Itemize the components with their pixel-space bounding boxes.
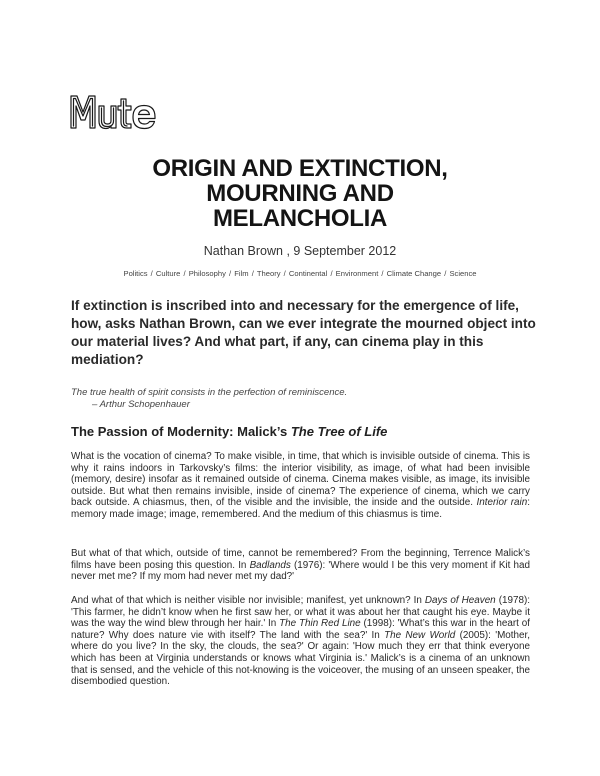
tag-link[interactable]: Climate Change bbox=[386, 269, 442, 278]
tag-link[interactable]: Film bbox=[234, 269, 249, 278]
tag-separator: / bbox=[379, 269, 386, 278]
title-line-3: MELANCHOLIA bbox=[212, 205, 388, 232]
section-heading-text: The Passion of Modernity: Malick’s bbox=[71, 424, 291, 439]
tag-link[interactable]: Continental bbox=[288, 269, 328, 278]
tag-link[interactable]: Philosophy bbox=[188, 269, 226, 278]
text: (1976): 'Where would I be this very moment if Kit had never met me? If my mom had never met my dad?' bbox=[71, 559, 530, 583]
film-title: The New World bbox=[384, 629, 456, 641]
epigraph-text: The true health of spirit consists in the perfection of reminiscence. bbox=[71, 387, 348, 398]
text: : memory made image; image, remembered. And the medium of this chiasmus is time. bbox=[71, 497, 530, 520]
tag-separator: / bbox=[249, 269, 256, 278]
publish-date: 9 September 2012 bbox=[293, 244, 397, 258]
film-title: Badlands bbox=[249, 559, 291, 571]
byline: Nathan Brown , 9 September 2012 bbox=[203, 244, 397, 258]
article-title bbox=[0, 156, 600, 231]
standfirst: If extinction is inscribed into and necessary for the emergence of life, how, asks Nathan Brown, can we ever integrate the mourned object into our material lives? And what part, if any, can cinema play in this mediation? bbox=[71, 298, 536, 367]
epigraph bbox=[71, 387, 541, 411]
epigraph-attribution: – Arthur Schopenhauer bbox=[92, 399, 190, 410]
tag-separator: / bbox=[148, 269, 155, 278]
tag-link[interactable]: Culture bbox=[155, 269, 181, 278]
section-heading-film: The Tree of Life bbox=[290, 424, 388, 439]
tag-separator: / bbox=[181, 269, 188, 278]
film-title: The Thin Red Line bbox=[279, 618, 361, 630]
tag-separator: / bbox=[281, 269, 288, 278]
mute-logo[interactable] bbox=[69, 92, 173, 130]
text: What is the vocation of cinema? To make visible, in time, that which is invisible outside of cinema. This is why it rains indoors in Tarkovsky’s films: the interior visibility, as image, of what had been invisible (memory, desire) insofar as it remained outside of cinema. Cinema makes visible, as image, its invisible outside. But what then remains invisible, inside of cinema? The experience of cinema, which we carry back outside. A chiasmus, then, of the visible and the invisible, the inside and the outside. bbox=[71, 451, 530, 509]
tag-link[interactable]: Science bbox=[449, 269, 477, 278]
text: But what of that which, outside of time, cannot be remembered? From the beginning, Terrence Malick’s films have been posing this question. In bbox=[71, 548, 530, 571]
tag-link[interactable]: Theory bbox=[256, 269, 281, 278]
text: And what of that which is neither visible nor invisible; manifest, yet unknown? In bbox=[71, 595, 425, 606]
tag-separator: / bbox=[226, 269, 234, 278]
body-paragraph-2 bbox=[71, 548, 530, 583]
film-title: Days of Heaven bbox=[424, 595, 496, 606]
body-paragraph-3 bbox=[71, 595, 530, 688]
tag-link[interactable]: Environment bbox=[335, 269, 379, 278]
emphasis: Interior rain bbox=[476, 497, 528, 509]
text: (1998): 'What’s this war in the heart of nature? Why does nature vie with itself? The land with the sea?' In bbox=[71, 618, 530, 641]
tag-separator: / bbox=[442, 269, 449, 278]
author-link[interactable]: Nathan Brown bbox=[203, 244, 283, 258]
tag-list bbox=[0, 269, 600, 278]
tag-link[interactable]: Politics bbox=[123, 269, 148, 278]
title-line-2: MOURNING AND bbox=[206, 180, 394, 207]
text: (1978): 'This farmer, he didn’t know when he first saw her, or what it was about her that caught his eye. Maybe it was the way the wind blew through her hair.' In bbox=[71, 595, 530, 630]
title-line-1: ORIGIN AND EXTINCTION, bbox=[152, 155, 448, 182]
text: (2005): 'Mother, where do you live? In the sky, the clouds, the sea?' Or again: 'How much they err that think everyone which has been at Virginia understands or knows what Virginia is.' Malick’s is a cinema of an unknown that is sensed, and the vehicle of this not-knowing is the voiceover, the musing of an unseen speaker, the disembodied question. bbox=[71, 629, 531, 688]
tag-separator: / bbox=[328, 269, 335, 278]
section-heading bbox=[71, 424, 541, 439]
body-paragraph-1 bbox=[71, 451, 530, 521]
